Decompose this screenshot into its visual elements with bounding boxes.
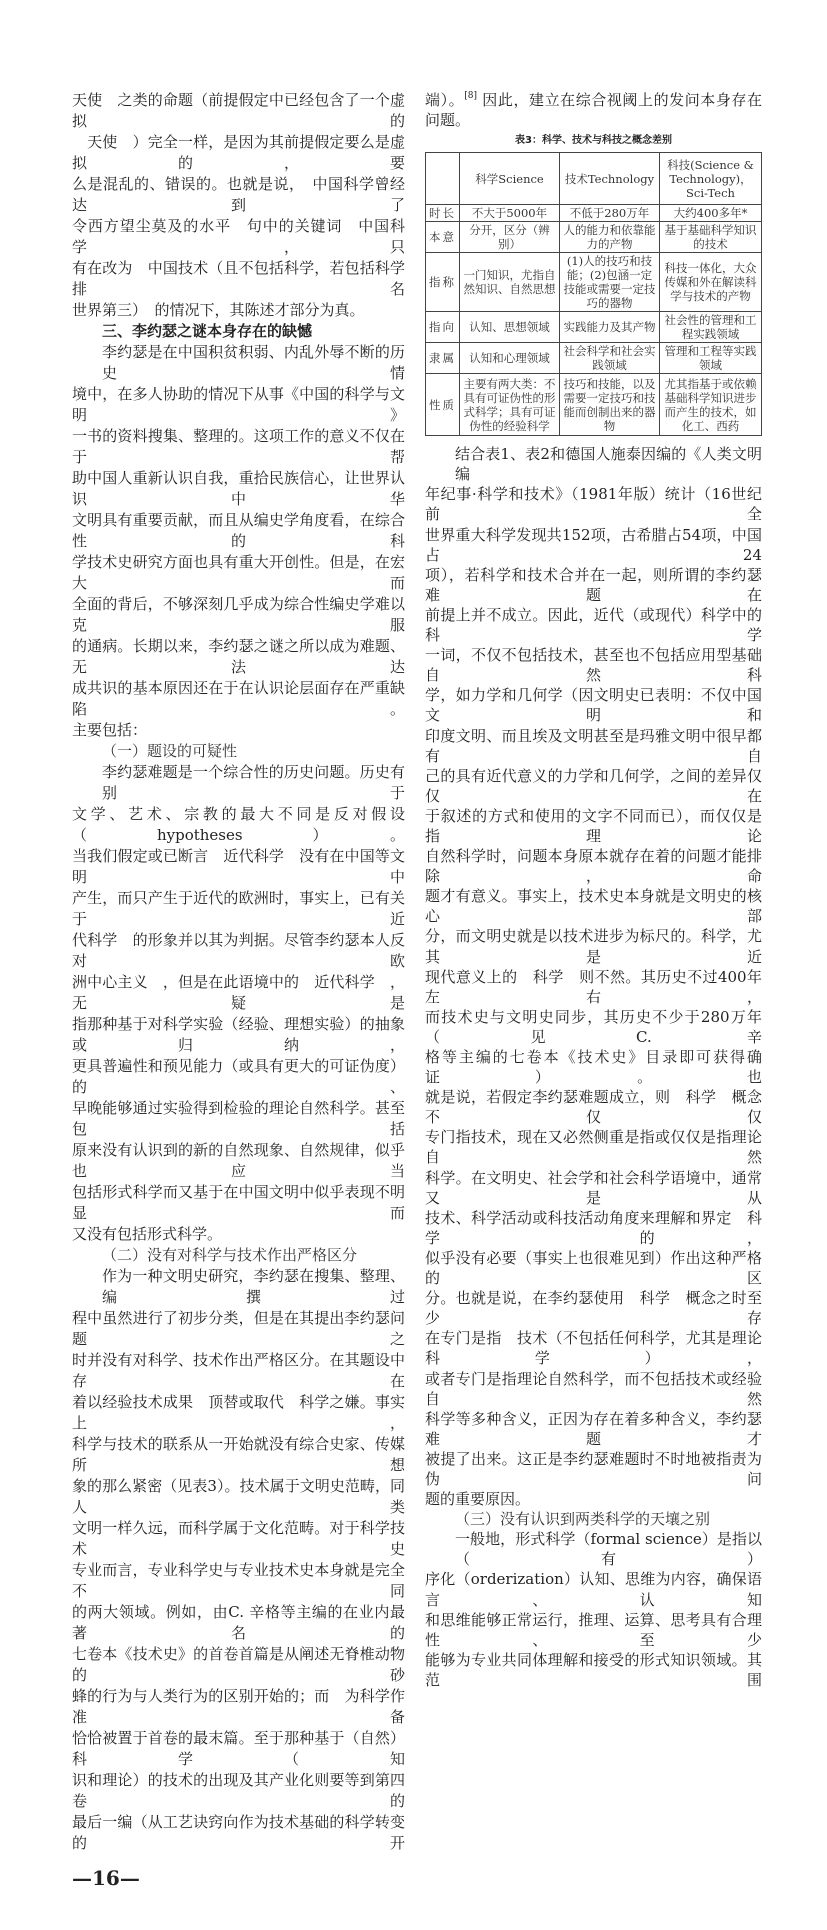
table-row	[426, 343, 762, 374]
text-line: 和思维能够正常运行，推理、运算、思考具有合理性、至少	[425, 1610, 762, 1649]
table-header-cell: 科学Science	[460, 153, 560, 205]
text-line: 就是说，若假定李约瑟难题成立，则 科学 概念不仅仅	[425, 1088, 762, 1127]
row-label: 指向	[426, 312, 460, 343]
text-line: 着以经验技术成果 顶替或取代 科学之嫌。事实上，	[72, 1393, 405, 1432]
text-line: 学技术史研究方面也具有重大开创性。但是，在宏大而	[72, 553, 405, 592]
right-column	[425, 444, 778, 1690]
text-line: 项），若科学和技术合并在一起，则所谓的李约瑟难题在	[425, 565, 762, 604]
text-line: 自然科学时，问题本身原本就存在着的问题才能排除，命	[425, 847, 762, 886]
text-line: 李约瑟是在中国积贫积弱、内乱外辱不断的历史情	[102, 343, 405, 382]
table-cell: 大约400多年*	[660, 205, 762, 222]
row-label: 性质	[426, 374, 460, 436]
text-line: 己的具有近代意义的力学和几何学，之间的差异仅仅在	[425, 766, 762, 805]
text-line: 洲中心主义 ，但是在此语境中的 近代科学 ，无疑是	[72, 973, 405, 1012]
table-cell: 认知和心理领域	[460, 343, 560, 374]
text-line: 专业而言，专业科学史与专业技术史本身就是完全不同	[72, 1561, 405, 1600]
table-header-cell: 技术Technology	[560, 153, 660, 205]
table-cell: 尤其指基于或依赖基础科学知识进步而产生的技术，如化工、西药	[660, 374, 762, 436]
table-cell: 技巧和技能，以及需要一定技巧和技能而创制出来的器物	[560, 374, 660, 436]
text-line: 包括形式科学而又基于在中国文明中似乎表现不明显而	[72, 1183, 405, 1222]
table-cell: 认知、思想领域	[460, 312, 560, 343]
table-cell: 科技一体化，大众传媒和外在解读科学与技术的产物	[660, 253, 762, 312]
text-line: 当我们假定或已断言 近代科学 没有在中国等文明中	[72, 847, 405, 886]
text-line: 蜂的行为与人类行为的区别开始的；而 为科学作准备	[72, 1687, 405, 1726]
text-line: 更具普遍性和预见能力（或具有更大的可证伪度）的、	[72, 1057, 405, 1096]
text-line: 题的重要原因。	[425, 1490, 531, 1509]
concept-table	[425, 152, 762, 436]
text-line: 世界第三） 的情况下，其陈述才部分为真。	[72, 301, 365, 319]
text-line: 早晚能够通过实验得到检验的理论自然科学。甚至包括	[72, 1099, 405, 1138]
text-line: 李约瑟难题是一个综合性的历史问题。历史有别于	[102, 763, 405, 802]
right-column-intro	[425, 90, 762, 130]
table-cell: 基于基础科学知识的技术	[660, 222, 762, 253]
right-column-wrapper	[425, 90, 778, 1690]
text-line: 的通病。长期以来，李约瑟之谜之所以成为难题、无法达	[72, 637, 405, 676]
subsection-heading: （一）题设的可疑性	[102, 742, 238, 760]
table-row	[426, 222, 762, 253]
text-line: 天使 ）完全一样，是因为其前提假定要么是虚拟的，要	[72, 133, 405, 172]
text-line: 分，而文明史就是以技术进步为标尺的。科学，尤其是近	[425, 927, 762, 966]
text-line: 产生，而只产生于近代的欧洲时，事实上，已有关于 近	[72, 889, 405, 928]
text-line: 识和理论）的技术的出现及其产业化则要等到第四卷的	[72, 1771, 405, 1810]
text-line: 被提了出来。这正是李约瑟难题时不时地被指责为伪问	[425, 1449, 762, 1488]
page-body	[72, 0, 778, 1930]
left-column	[72, 90, 405, 1854]
intro-text-cont: 因此，建立在综合视阈上的发问本身存在问题。	[425, 91, 762, 130]
text-line: 专门指技术，现在又必然侧重是指或仅仅是指理论自然	[425, 1128, 762, 1167]
subsection-heading: （三）没有认识到两类科学的天壤之别	[455, 1510, 711, 1529]
text-line: 七卷本《技术史》的首卷首篇是从阐述无脊椎动物的砂	[72, 1645, 405, 1684]
table-header-row	[426, 153, 762, 205]
text-line: 一词，不仅不包括技术，甚至也不包括应用型基础自然科	[425, 646, 762, 685]
text-line: 的两大领域。例如，由C. 辛格等主编的在业内最著名的	[72, 1603, 405, 1642]
text-line: 而技术史与文明史同步，其历史不少于280万年（见C. 辛	[425, 1007, 762, 1046]
row-label: 指称	[426, 253, 460, 312]
page-number: —16—	[72, 1866, 140, 1890]
text-line: 文明具有重要贡献，而且从编史学角度看，在综合性的科	[72, 511, 405, 550]
table-cell: 分开，区分（辨别）	[460, 222, 560, 253]
text-line: 时并没有对科学、技术作出严格区分。在其题设中存在	[72, 1351, 405, 1390]
text-line: 前提上并不成立。因此，近代（或现代）科学中的 科学	[425, 605, 778, 645]
text-line: 天使 之类的命题（前提假定中已经包含了一个虚拟的	[72, 91, 405, 130]
text-line: 作为一种文明史研究，李约瑟在搜集、整理、编撰过	[102, 1267, 405, 1306]
text-line: 似乎没有必要（事实上也很难见到）作出这种严格的区	[425, 1248, 762, 1288]
text-line: 现代意义上的 科学 则不然。其历史不过400年左右，	[425, 967, 762, 1006]
table-cell: 一门知识，尤指自然知识、自然思想	[460, 253, 560, 312]
text-line: 学，如力学和几何学（因文明史已表明：不仅中国文明和	[425, 686, 762, 725]
table-header-cell	[426, 153, 460, 205]
text-line: 文学、艺术、宗教的最大不同是反对假设（hypotheses）。	[72, 805, 405, 844]
table-row	[426, 374, 762, 436]
table-cell: 人的能力和依靠能力的产物	[560, 222, 660, 253]
text-line: 么是混乱的、错误的。也就是说， 中国科学曾经达到了	[72, 175, 405, 214]
text-line: 题才有意义。事实上，技术史本身就是文明史的核心部	[425, 887, 762, 926]
table-row	[426, 205, 762, 222]
table-cell: 管理和工程等实践领域	[660, 343, 762, 374]
text-line: 全面的背后，不够深刻几乎成为综合性编史学难以克服	[72, 595, 405, 634]
text-line: 年纪事·科学和技术》（1981年版）统计（16世纪前全	[425, 485, 762, 524]
text-line: 象的那么紧密（见表3）。技术属于文明史范畴，同人类	[72, 1477, 405, 1516]
text-line: 有在改为 中国技术（且不包括科学，若包括科学排名	[72, 259, 405, 298]
table-caption: 表3：科学、技术与科技之概念差别	[515, 135, 672, 147]
text-line: 技术、科学活动或科技活动角度来理解和界定 科学 的，	[425, 1208, 762, 1247]
text-line: 科学。在文明史、社会学和社会科学语境中，通常又是从	[425, 1168, 762, 1207]
intro-text: 端）。	[425, 91, 465, 109]
text-line: 一书的资料搜集、整理的。这项工作的意义不仅在于帮	[72, 427, 405, 466]
text-line: 主要包括：	[72, 721, 148, 739]
text-line: 科学与技术的联系从一开始就没有综合史家、传媒所想	[72, 1435, 405, 1474]
text-line: 格等主编的七卷本《技术史》目录即可获得确证）。也	[425, 1048, 762, 1087]
table-cell: 实践能力及其产物	[560, 312, 660, 343]
citation-ref: [8]	[464, 91, 477, 101]
text-line: 印度文明、而且埃及文明甚至是玛雅文明中很早都有自	[425, 726, 762, 765]
text-line: 指那种基于对科学实验（经验、理想实验）的抽象或归纳，	[72, 1015, 405, 1054]
text-line: 文明一样久远，而科学属于文化范畴。对于科学技术史	[72, 1519, 405, 1558]
text-line: 令西方望尘莫及的水平 句中的关键词 中国科学 ，只	[72, 217, 405, 256]
text-line: 助中国人重新认识自我，重拾民族信心，让世界认识中华	[72, 469, 405, 508]
table-cell: 主要有两大类：不具有可证伪性的形式科学；具有可证伪性的经验科学	[460, 374, 560, 436]
row-label: 隶属	[426, 343, 460, 374]
text-line: 境中，在多人协助的情况下从事《中国的科学与文明》	[72, 385, 405, 424]
text-line	[425, 90, 762, 130]
text-line: 或者专门是指理论自然科学，而不包括技术或经验自然	[425, 1369, 762, 1408]
section-heading: 三、李约瑟之谜本身存在的缺憾	[102, 322, 313, 340]
text-line: 序化（orderization）认知、思维为内容，确保语言、认知	[425, 1570, 762, 1609]
table-cell: 社会科学和社会实践领域	[560, 343, 660, 374]
table-cell: 社会性的管理和工程实践领域	[660, 312, 762, 343]
table-cell: 不低于280万年	[560, 205, 660, 222]
row-label: 本意	[426, 222, 460, 253]
table-row	[426, 312, 762, 343]
text-line: 能够为专业共同体理解和接受的形式知识领域。其范围	[425, 1650, 762, 1689]
text-line: 结合表1、表2和德国人施泰因编的《人类文明编	[455, 445, 762, 484]
text-line: 于叙述的方式和使用的文字不同而已），而仅仅是指理论	[425, 806, 762, 845]
left-column-wrapper	[72, 90, 405, 1890]
table-header-cell: 科技(Science & Technology)，Sci-Tech	[660, 153, 762, 205]
text-line: 成共识的基本原因还在于在认识论层面存在严重缺陷。	[72, 679, 405, 718]
text-line: 原来没有认识到的新的自然现象、自然规律，似乎也应当	[72, 1141, 405, 1180]
table-row	[426, 253, 762, 312]
text-line: 世界重大科学发现共152项，古希腊占54项，中国占24	[425, 525, 762, 564]
text-line: 恰恰被置于首卷的最末篇。至于那种基于（自然）科学（知	[72, 1729, 405, 1768]
table-cell: 不大于5000年	[460, 205, 560, 222]
text-line: 最后一编（从工艺诀窍向作为技术基础的科学转变的开	[72, 1813, 405, 1852]
text-line: 一般地，形式科学（formal science）是指以（有）	[455, 1530, 762, 1569]
text-line: 又没有包括形式科学。	[72, 1225, 223, 1243]
text-line: 科学等多种含义，正因为存在着多种含义，李约瑟难题才	[425, 1409, 762, 1448]
text-line: 程中虽然进行了初步分类，但是在其提出李约瑟问题之	[72, 1309, 405, 1348]
subsection-heading: （二）没有对科学与技术作出严格区分	[102, 1246, 358, 1264]
row-label: 时长	[426, 205, 460, 222]
text-line: 在专门是指 技术（不包括任何科学，尤其是理论科学），	[425, 1329, 762, 1368]
text-line: 分。也就是说，在李约瑟使用 科学 概念之时至少存	[425, 1289, 762, 1328]
table-cell: (1)人的技巧和技能；(2)包涵一定技能或需要一定技巧的器物	[560, 253, 660, 312]
text-line: 代科学 的形象并以其为判据。尽管李约瑟本人反对 欧	[72, 931, 405, 970]
